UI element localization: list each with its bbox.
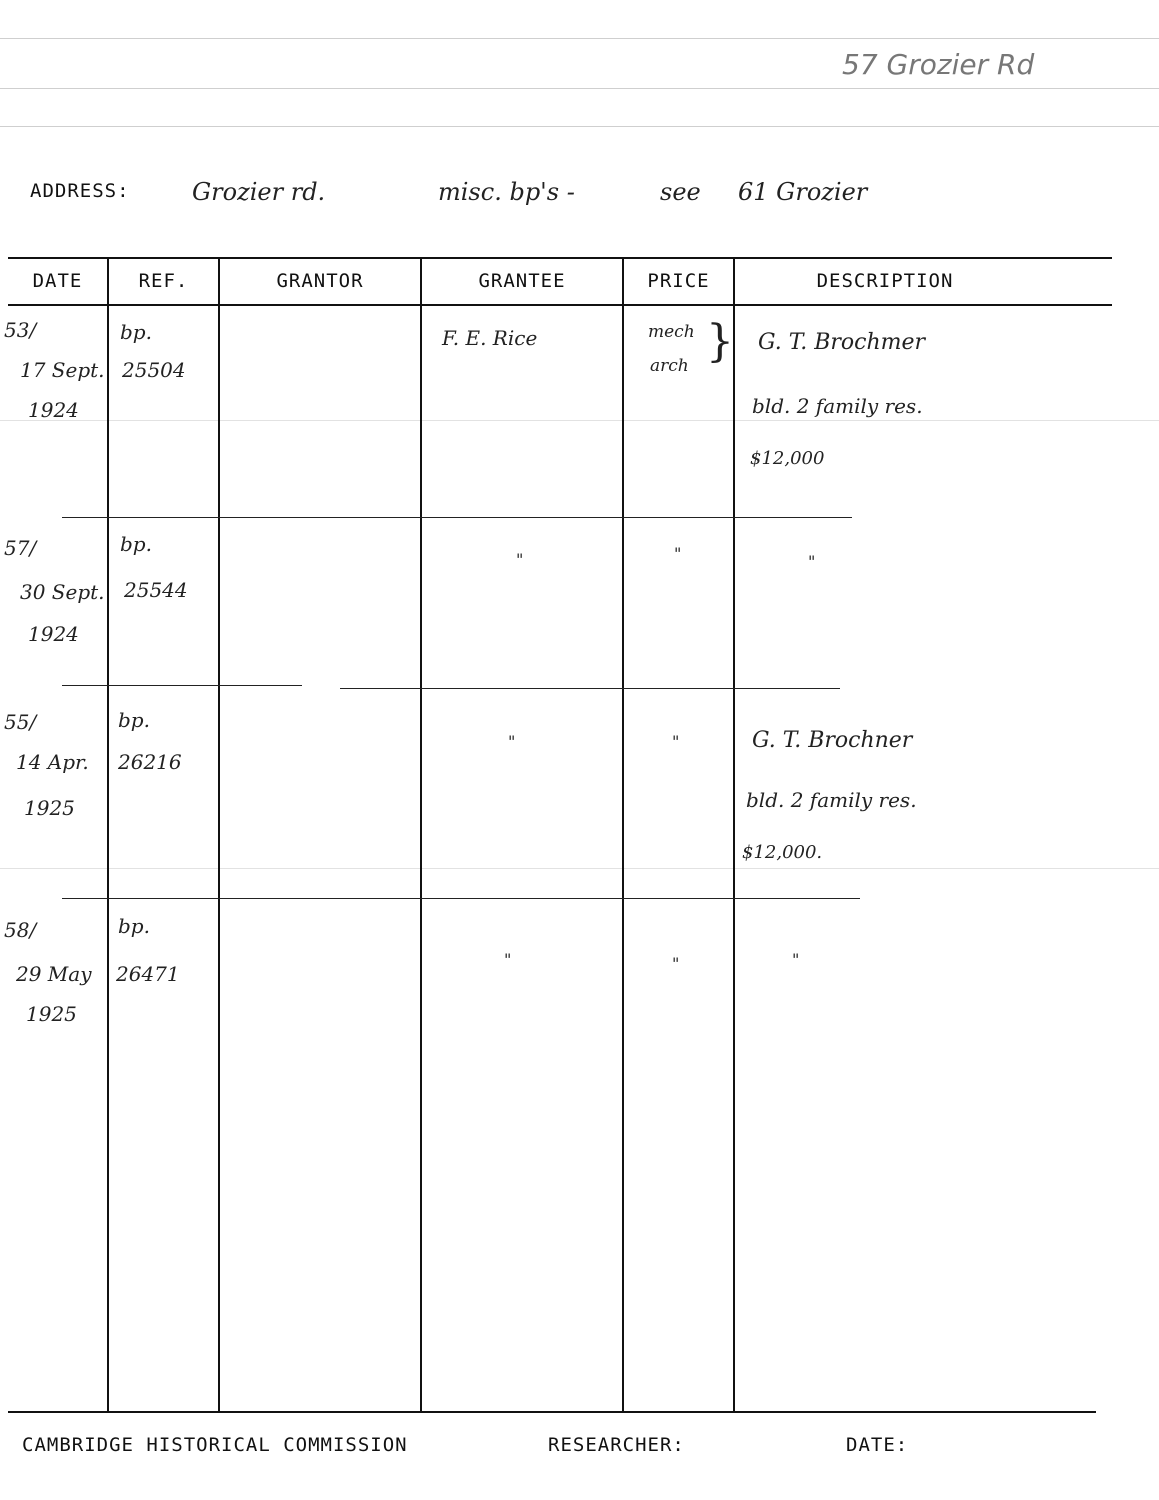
entry-grantee: F. E. Rice (442, 326, 538, 350)
entry-date: 17 Sept. (20, 358, 105, 382)
entry-number: 55/ (4, 710, 37, 734)
column-divider (622, 257, 624, 1413)
column-divider (420, 257, 422, 1413)
entry-price-line: mech (648, 322, 695, 342)
entry-ref-number: 25544 (124, 578, 188, 602)
entry-ref-type: bp. (120, 320, 152, 344)
entry-date: 30 Sept. (20, 580, 105, 604)
entry-year: 1924 (28, 622, 79, 646)
footer-organization: CAMBRIDGE HISTORICAL COMMISSION (22, 1434, 408, 1456)
entry-ref-type: bp. (118, 708, 150, 732)
entry-year: 1924 (28, 398, 79, 422)
entry-date: 14 Apr. (16, 750, 89, 774)
address-note: misc. bp's - (438, 178, 575, 206)
address-see: see (660, 178, 701, 206)
entry-description-line: G. T. Brochmer (758, 330, 926, 355)
entry-ref-type: bp. (118, 914, 150, 938)
entry-description-line: $12,000. (742, 842, 823, 863)
address-label: ADDRESS: (30, 180, 130, 202)
column-header-description: DESCRIPTION (816, 270, 954, 292)
table-top-rule (8, 257, 1112, 259)
column-header-grantor: GRANTOR (276, 270, 364, 292)
scan-line (0, 126, 1159, 127)
entry-price-line: " (672, 732, 680, 751)
column-divider (218, 257, 220, 1413)
address-street: Grozier rd. (192, 178, 326, 206)
entry-separator (62, 517, 852, 518)
entry-ref-number: 26216 (118, 750, 182, 774)
entry-ref-number: 25504 (122, 358, 186, 382)
entry-description-line: G. T. Brochner (752, 728, 913, 753)
entry-number: 58/ (4, 918, 37, 942)
entry-grantee: " (504, 950, 512, 969)
entry-description-line: bld. 2 family res. (752, 394, 923, 418)
entry-price-line: " (674, 544, 682, 563)
entry-number: 53/ (4, 318, 37, 342)
entry-separator (340, 688, 840, 689)
entry-grantee: " (516, 550, 524, 569)
column-header-date: DATE (32, 270, 83, 292)
footer-date-label: DATE: (846, 1434, 909, 1456)
entry-grantee: " (508, 732, 516, 751)
entry-separator (62, 898, 860, 899)
scan-line (0, 88, 1159, 89)
entry-year: 1925 (24, 796, 75, 820)
column-divider (107, 257, 109, 1413)
footer-researcher-label: RESEARCHER: (548, 1434, 685, 1456)
column-header-grantee: GRANTEE (478, 270, 566, 292)
header-bottom-rule (8, 304, 1112, 306)
entry-price-line: " (672, 954, 680, 973)
column-divider (733, 257, 735, 1413)
entry-description-line: " (808, 552, 816, 571)
entry-price-line: arch (650, 356, 689, 376)
column-header-ref: REF. (138, 270, 189, 292)
corner-note: 57 Grozier Rd (842, 48, 1035, 81)
entry-description-line: " (792, 950, 800, 969)
column-header-price: PRICE (647, 270, 710, 292)
entry-description-line: bld. 2 family res. (746, 788, 917, 812)
address-ref: 61 Grozier (738, 178, 868, 206)
entry-date: 29 May (16, 962, 92, 986)
entry-separator (62, 685, 302, 686)
scan-line (0, 868, 1159, 869)
entry-year: 1925 (26, 1002, 77, 1026)
table-bottom-rule (8, 1411, 1096, 1413)
entry-brace: } (706, 316, 734, 367)
scan-line (0, 38, 1159, 39)
scan-line (0, 420, 1159, 421)
entry-ref-type: bp. (120, 532, 152, 556)
entry-description-line: $12,000 (750, 448, 825, 469)
entry-ref-number: 26471 (116, 962, 180, 986)
entry-number: 57/ (4, 536, 37, 560)
